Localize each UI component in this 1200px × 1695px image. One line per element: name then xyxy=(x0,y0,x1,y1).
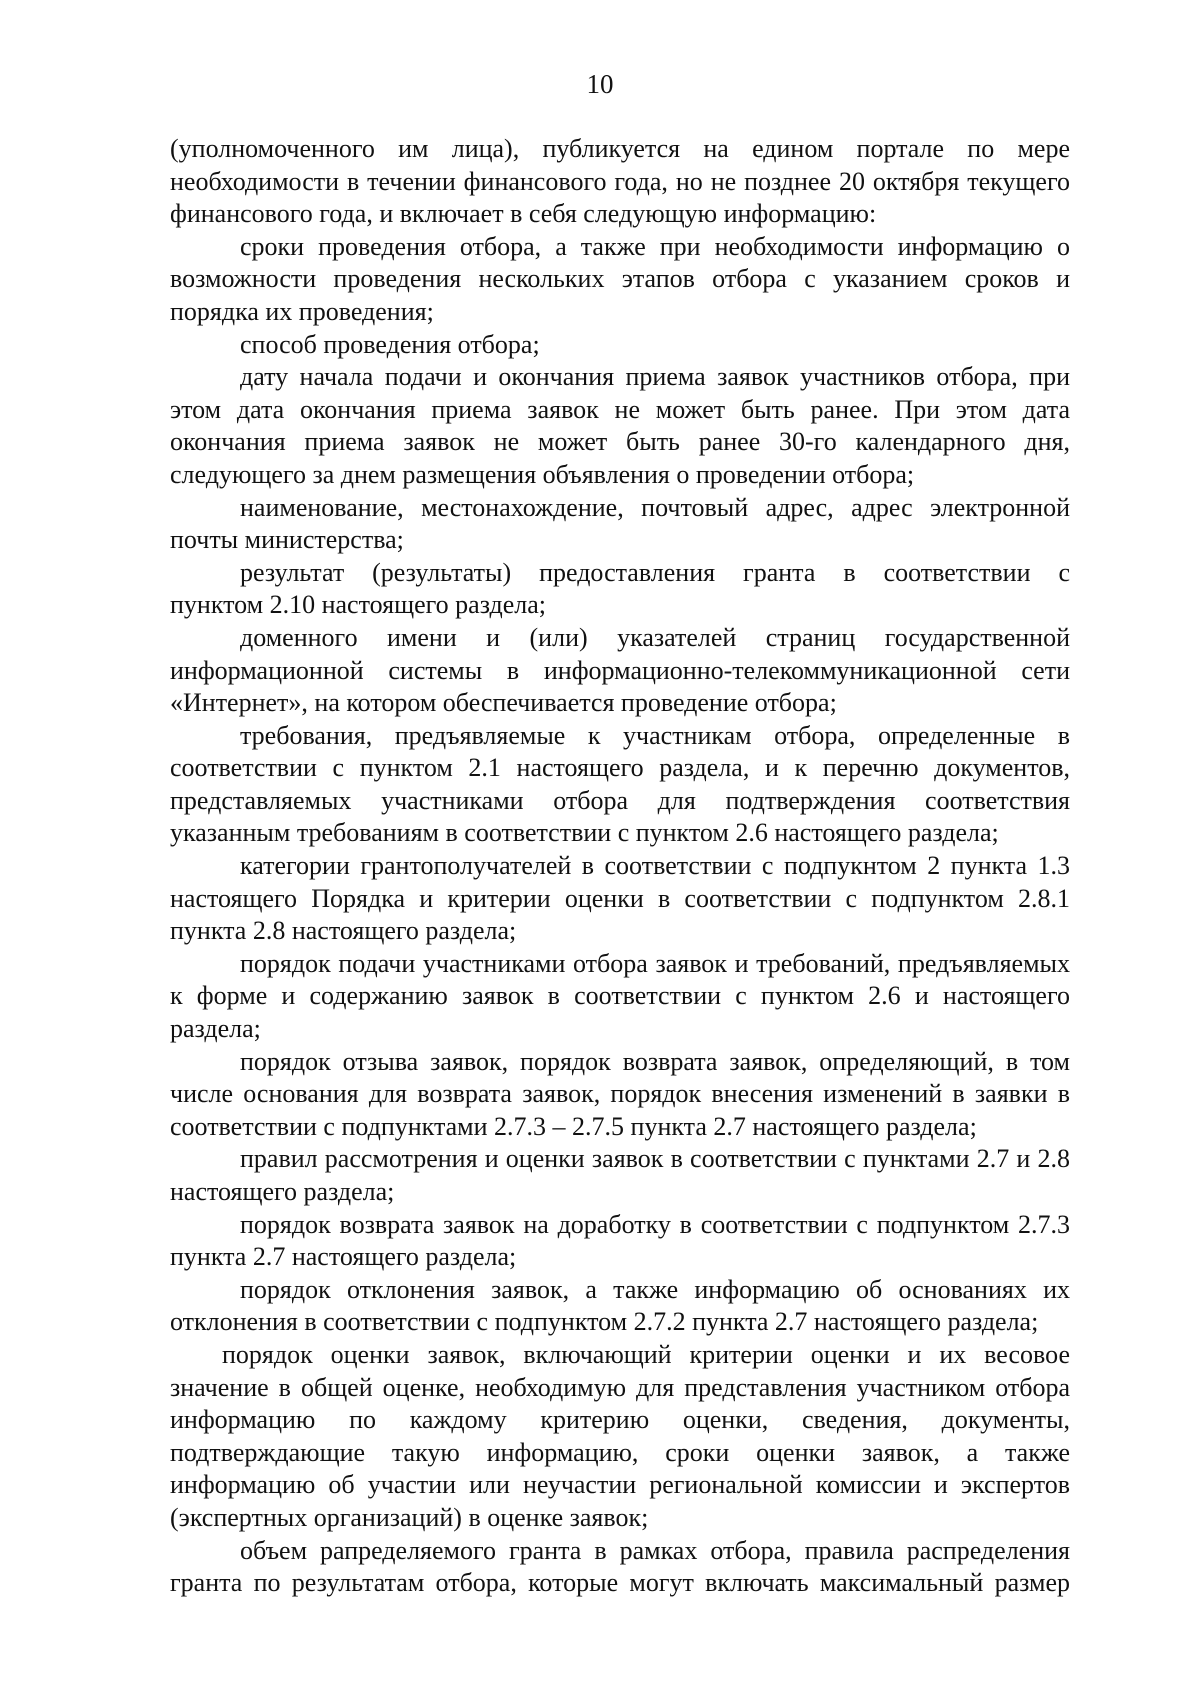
paragraph xyxy=(170,1046,1070,1144)
paragraph xyxy=(170,133,1070,231)
text-line: настоящего Порядка и критерии оценки в соответствии с подпунктом 2.8.1 xyxy=(170,883,1070,913)
paragraph xyxy=(170,1143,1070,1208)
paragraph xyxy=(170,492,1070,557)
paragraph xyxy=(170,361,1070,491)
paragraph xyxy=(170,557,1070,622)
text-line: наименование, местонахождение, почтовый адрес, адрес электронной xyxy=(240,492,1070,522)
paragraph xyxy=(170,1209,1070,1274)
text-line: окончания приема заявок не может быть ранее 30-го календарного дня, xyxy=(170,427,1070,457)
text-line: (экспертных организаций) в оценке заявок; xyxy=(170,1502,649,1532)
text-line: порядок отклонения заявок, а также информацию об основаниях их xyxy=(240,1274,1070,1304)
text-line: пункта 2.8 настоящего раздела; xyxy=(170,916,517,946)
page-number: 10 xyxy=(586,69,614,99)
text-line: указанным требованиям в соответствии с пунктом 2.6 настоящего раздела; xyxy=(170,818,999,848)
text-line: правил рассмотрения и оценки заявок в соответствии с пунктами 2.7 и 2.8 xyxy=(240,1144,1070,1174)
text-line: числе основания для возврата заявок, порядок внесения изменений в заявки в xyxy=(170,1079,1070,1109)
text-line: пунктом 2.10 настоящего раздела; xyxy=(170,590,546,620)
text-line: (уполномоченного им лица), публикуется на едином портале по мере xyxy=(170,134,1070,163)
text-line: категории грантополучателей в соответствии с подпукнтом 2 пункта 1.3 xyxy=(240,851,1070,881)
text-line: отклонения в соответствии с подпунктом 2.7.2 пункта 2.7 настоящего раздела; xyxy=(170,1307,1039,1337)
text-line: требования, предъявляемые к участникам отбора, определенные в xyxy=(240,720,1070,750)
text-line: порядок возврата заявок на доработку в соответствии с подпунктом 2.7.3 xyxy=(240,1209,1070,1239)
text-line: настоящего раздела; xyxy=(170,1177,395,1206)
text-line: порядка их проведения; xyxy=(170,296,434,326)
text-line: информационной системы в информационно-телекоммуникационной сети xyxy=(170,655,1070,685)
text-line: к форме и содержанию заявок в соответствии с пунктом 2.6 и настоящего xyxy=(170,981,1070,1011)
text-line: объем рапределяемого гранта в рамках отбора, правила распределения xyxy=(240,1535,1070,1565)
text-line: почты министерства; xyxy=(170,525,404,555)
text-line: соответствии с подпунктами 2.7.3 – 2.7.5 пункта 2.7 настоящего раздела; xyxy=(170,1111,977,1141)
text-line: доменного имени и (или) указателей страниц государственной xyxy=(240,622,1070,652)
text-line: информацию об участии или неучастии региональной комиссии и экспертов xyxy=(170,1470,1070,1500)
text-line: раздела; xyxy=(170,1014,261,1044)
text-line: соответствии с пунктом 2.1 настоящего раздела, и к перечню документов, xyxy=(170,753,1070,783)
text-line: следующего за днем размещения объявления о проведении отбора; xyxy=(170,459,915,489)
text-line: подтверждающие такую информацию, сроки оценки заявок, а также xyxy=(170,1437,1070,1467)
text-line: порядок отзыва заявок, порядок возврата заявок, определяющий, в том xyxy=(240,1046,1070,1076)
text-line: этом дата окончания приема заявок не может быть ранее. При этом дата xyxy=(170,394,1070,424)
paragraph xyxy=(170,622,1070,720)
paragraph xyxy=(170,720,1070,850)
text-line: сроки проведения отбора, а также при необходимости информацию о xyxy=(240,231,1070,261)
text-line: гранта по результатам отбора, которые могут включать максимальный размер xyxy=(170,1568,1070,1598)
paragraph xyxy=(170,850,1070,948)
text-line: необходимости в течении финансового года, но не позднее 20 октября текущего xyxy=(170,166,1070,196)
paragraph xyxy=(170,1339,1070,1535)
text-line: порядок оценки заявок, включающий критерии оценки и их весовое xyxy=(222,1339,1070,1369)
text-line: финансового года, и включает в себя следующую информацию: xyxy=(170,199,877,229)
paragraph xyxy=(170,1535,1070,1600)
text-line: результат (результаты) предоставления гранта в соответствии с xyxy=(240,557,1070,587)
paragraph xyxy=(170,948,1070,1046)
text-line: представляемых участниками отбора для подтверждения соответствия xyxy=(170,785,1070,815)
text-line: пункта 2.7 настоящего раздела; xyxy=(170,1242,517,1272)
paragraph xyxy=(170,329,1070,362)
paragraph xyxy=(170,1274,1070,1339)
text-line: «Интернет», на котором обеспечивается проведение отбора; xyxy=(170,688,837,718)
text-line: информацию по каждому критерию оценки, сведения, документы, xyxy=(170,1405,1070,1435)
text-line: порядок подачи участниками отбора заявок и требований, предъявляемых xyxy=(240,948,1070,978)
text-line: дату начала подачи и окончания приема заявок участников отбора, при xyxy=(240,362,1070,392)
text-line: способ проведения отбора; xyxy=(240,329,540,359)
text-line: значение в общей оценке, необходимую для представления участником отбора xyxy=(170,1372,1070,1402)
document-body xyxy=(170,133,1070,1600)
paragraph xyxy=(170,231,1070,329)
text-line: возможности проведения нескольких этапов отбора с указанием сроков и xyxy=(170,264,1070,294)
